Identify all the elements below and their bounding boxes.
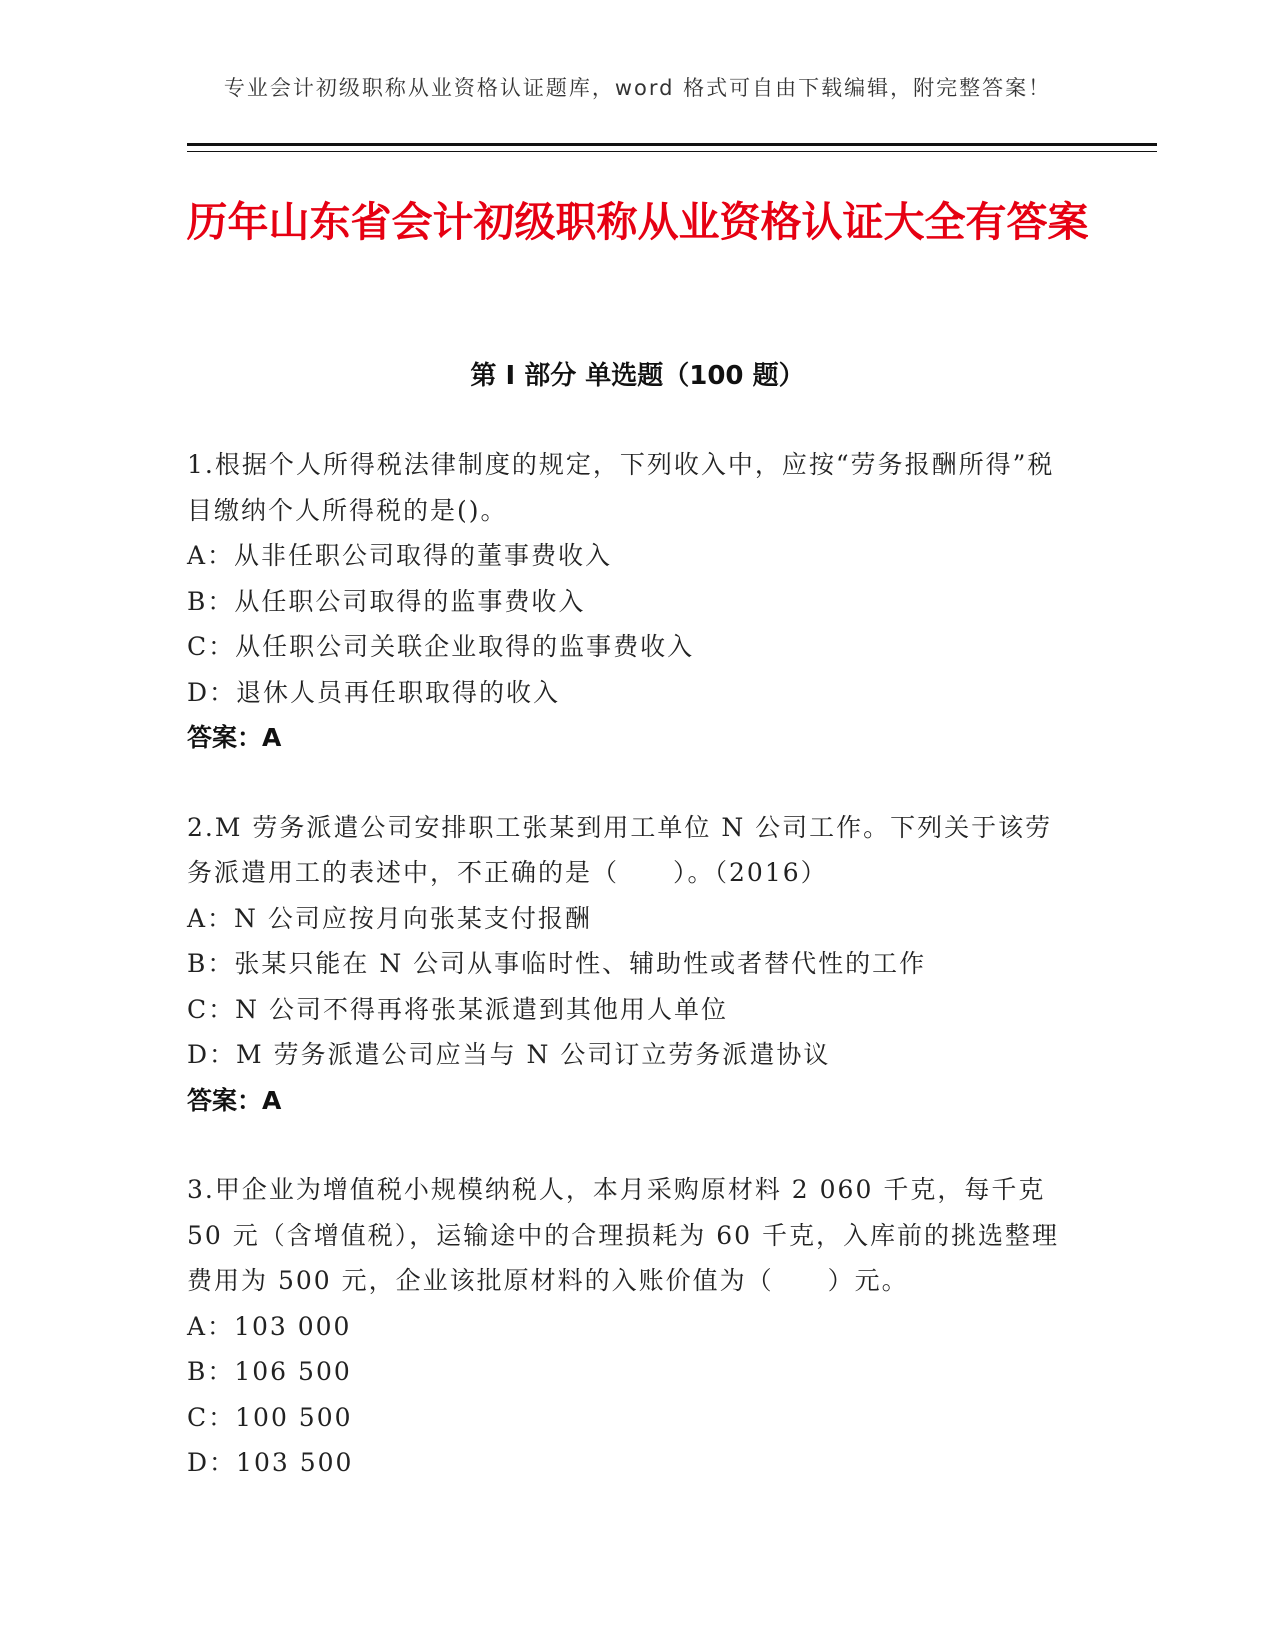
option-b: B：106 500 — [187, 1357, 352, 1386]
option-a: A：N 公司应按月向张某支付报酬 — [187, 903, 592, 933]
question-stem: 3.甲企业为增值税小规模纳税人，本月采购原材料 2 060 千克，每千克 50 元（含增值税），运输途中的合理损耗为 60 千克，入库前的挑选整理费用为 500 元，企业该批原材料的入账价值为（ ）元。 — [187, 1175, 1059, 1295]
option-c: C：100 500 — [187, 1402, 353, 1432]
section-title: 第 I 部分 单选题（100 题） — [470, 361, 805, 391]
header-note: 专业会计初级职称从业资格认证题库，word 格式可自由下载编辑，附完整答案！ — [223, 76, 1052, 100]
option-d: D：退休人员再任职取得的收入 — [187, 677, 561, 707]
option-b: B：张某只能在 N 公司从事临时性、辅助性或者替代性的工作 — [187, 949, 927, 978]
question-stem: 2.M 劳务派遣公司安排职工张某到用工单位 N 公司工作。下列关于该劳务派遣用工的表述中，不正确的是（ ）。（2016） — [187, 812, 1053, 887]
option-d: D：M 劳务派遣公司应当与 N 公司订立劳务派遣协议 — [187, 1040, 831, 1069]
question-list — [187, 442, 1077, 1530]
option-a: A：103 000 — [187, 1311, 352, 1341]
question-stem: 1.根据个人所得税法律制度的规定，下列收入中，应按“劳务报酬所得”税目缴纳个人所得税的是()。 — [187, 450, 1055, 525]
document-title: 历年山东省会计初级职称从业资格认证大全有答案 — [186, 198, 1089, 246]
answer-line: 答案：A — [187, 723, 282, 752]
question-2 — [187, 805, 1077, 1124]
header-rule-thin — [187, 151, 1157, 152]
header-rule-thick — [187, 143, 1157, 146]
question-3 — [187, 1167, 1077, 1486]
answer-line: 答案：A — [187, 1085, 282, 1115]
option-c: C：从任职公司关联企业取得的监事费收入 — [187, 632, 695, 661]
option-c: C：N 公司不得再将张某派遣到其他用人单位 — [187, 994, 728, 1024]
option-a: A：从非任职公司取得的董事费收入 — [187, 541, 613, 570]
question-1 — [187, 442, 1077, 761]
option-d: D：103 500 — [187, 1448, 354, 1477]
option-b: B：从任职公司取得的监事费收入 — [187, 586, 586, 616]
